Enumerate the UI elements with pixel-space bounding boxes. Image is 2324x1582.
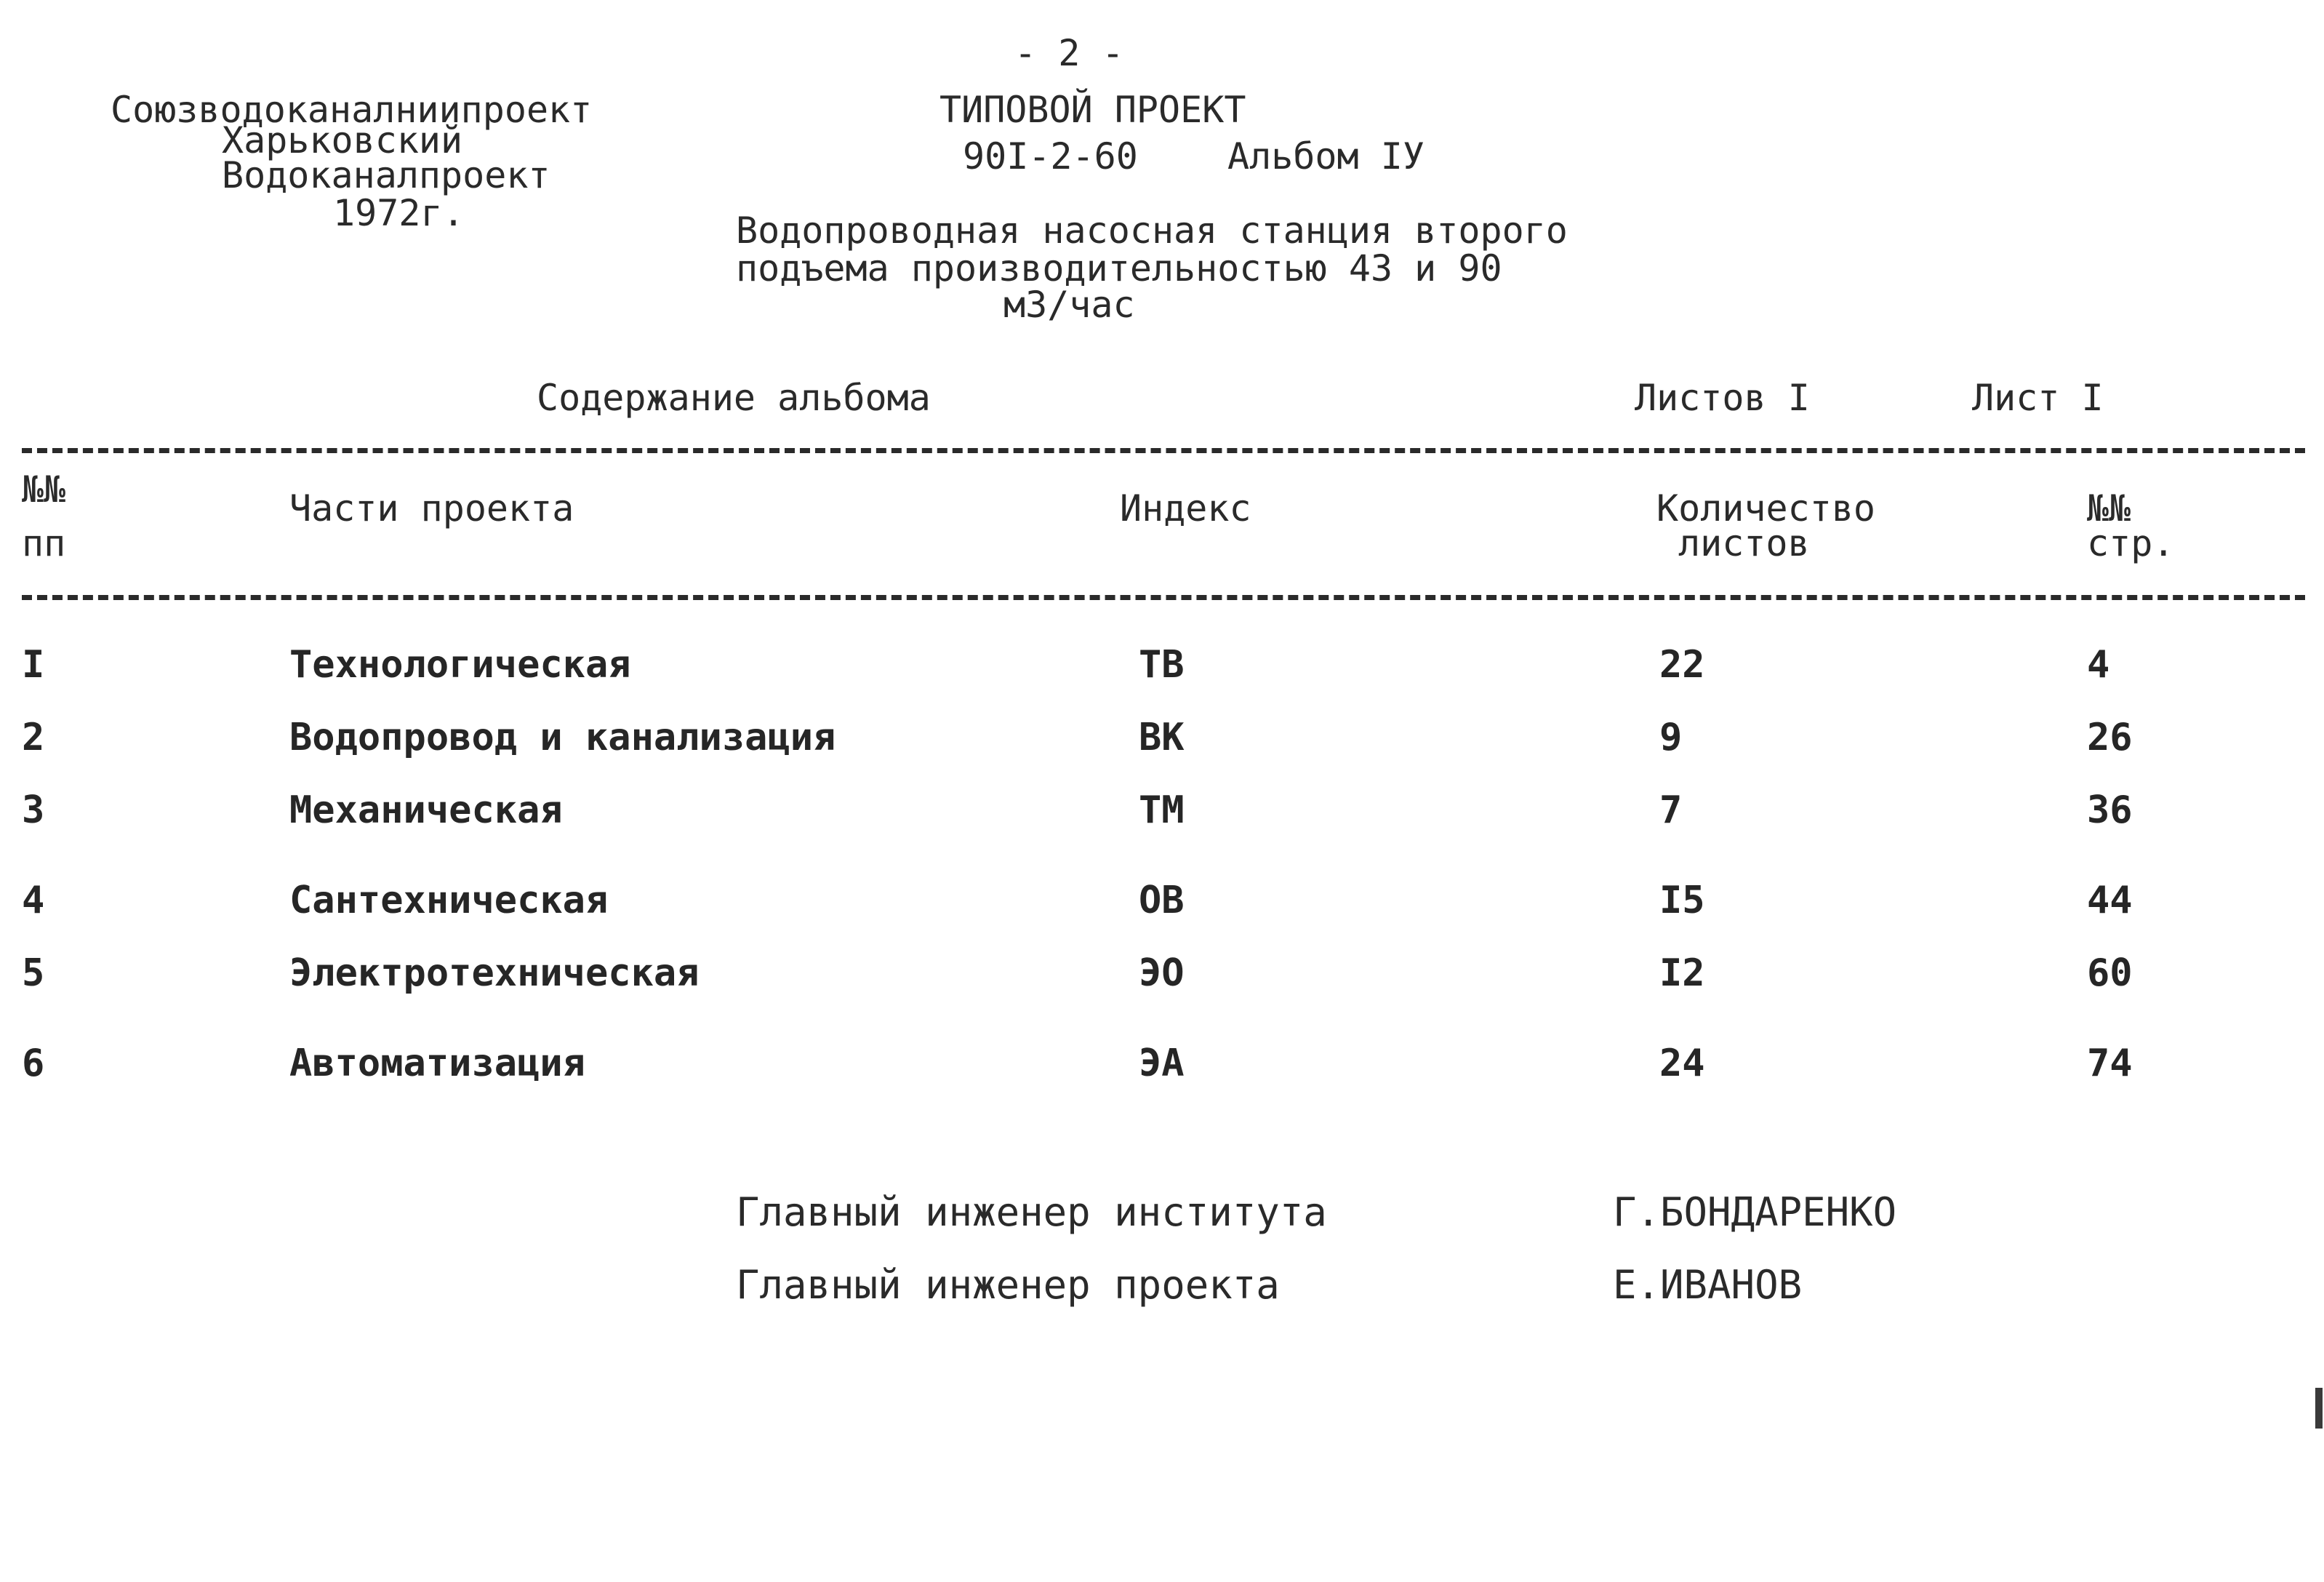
col-header-part: Части проекта [289,487,574,530]
contents-heading: Содержание альбома [537,377,931,419]
row-num: 4 [22,879,45,922]
row-part: Механическая [289,788,563,832]
row-num: I [22,643,45,687]
row-page: 44 [2087,879,2133,922]
project-title-line2: подъема производительностью 43 и 90 [736,247,1502,289]
org-name: Союзводоканалниипроект [111,89,593,131]
org-city: Харьковский [222,119,463,161]
row-part: Водопровод и канализация [289,716,836,759]
row-count: 24 [1659,1042,1705,1085]
project-number: 90I-2-60 [963,135,1138,177]
table-header-rule [22,595,2305,600]
row-index: ОВ [1139,879,1185,922]
table-top-rule [22,448,2305,453]
col-header-page-2: стр. [2087,522,2175,564]
col-header-count-2: листов [1678,522,1810,564]
row-index: ЭО [1139,951,1185,995]
sheet-number: Лист I [1972,377,2104,419]
row-part: Технологическая [289,643,631,687]
row-page: 74 [2087,1042,2133,1085]
row-page: 60 [2087,951,2133,995]
org-year: 1972г. [333,192,465,234]
row-count: 22 [1659,643,1705,687]
row-num: 3 [22,788,45,832]
scan-edge-mark [2315,1388,2323,1429]
row-count: 9 [1659,716,1683,759]
col-header-num-2: пп [22,522,66,564]
album-number: Альбом IУ [1227,135,1425,177]
project-title-line3: м3/час [1003,284,1135,326]
sheets-total: Листов I [1635,377,1810,419]
col-header-num-1: №№ [22,468,66,511]
row-count: 7 [1659,788,1683,832]
row-part: Электротехническая [289,951,700,995]
row-page: 4 [2087,643,2110,687]
col-header-index: Индекс [1120,487,1251,530]
row-num: 6 [22,1042,45,1085]
row-index: ТМ [1139,788,1185,832]
org-dept: Водоканалпроект [222,154,550,196]
row-index: ВК [1139,716,1185,759]
row-part: Автоматизация [289,1042,585,1085]
row-count: I5 [1659,879,1705,922]
row-part: Сантехническая [289,879,609,922]
signature-role: Главный инженер института [736,1189,1327,1235]
col-header-count-1: Количество [1656,487,1876,530]
row-count: I2 [1659,951,1705,995]
col-header-page-1: №№ [2087,487,2131,530]
signature-name: Г.БОНДАРЕНКО [1613,1189,1897,1235]
signature-role: Главный инженер проекта [736,1262,1280,1308]
project-type: ТИПОВОЙ ПРОЕКТ [939,89,1246,131]
row-page: 36 [2087,788,2133,832]
row-num: 5 [22,951,45,995]
row-page: 26 [2087,716,2133,759]
signature-name: Е.ИВАНОВ [1613,1262,1803,1308]
row-num: 2 [22,716,45,759]
page-number: - 2 - [1014,32,1124,74]
project-title-line1: Водопроводная насосная станция второго [736,209,1568,252]
row-index: ЭА [1139,1042,1185,1085]
row-index: ТВ [1139,643,1185,687]
